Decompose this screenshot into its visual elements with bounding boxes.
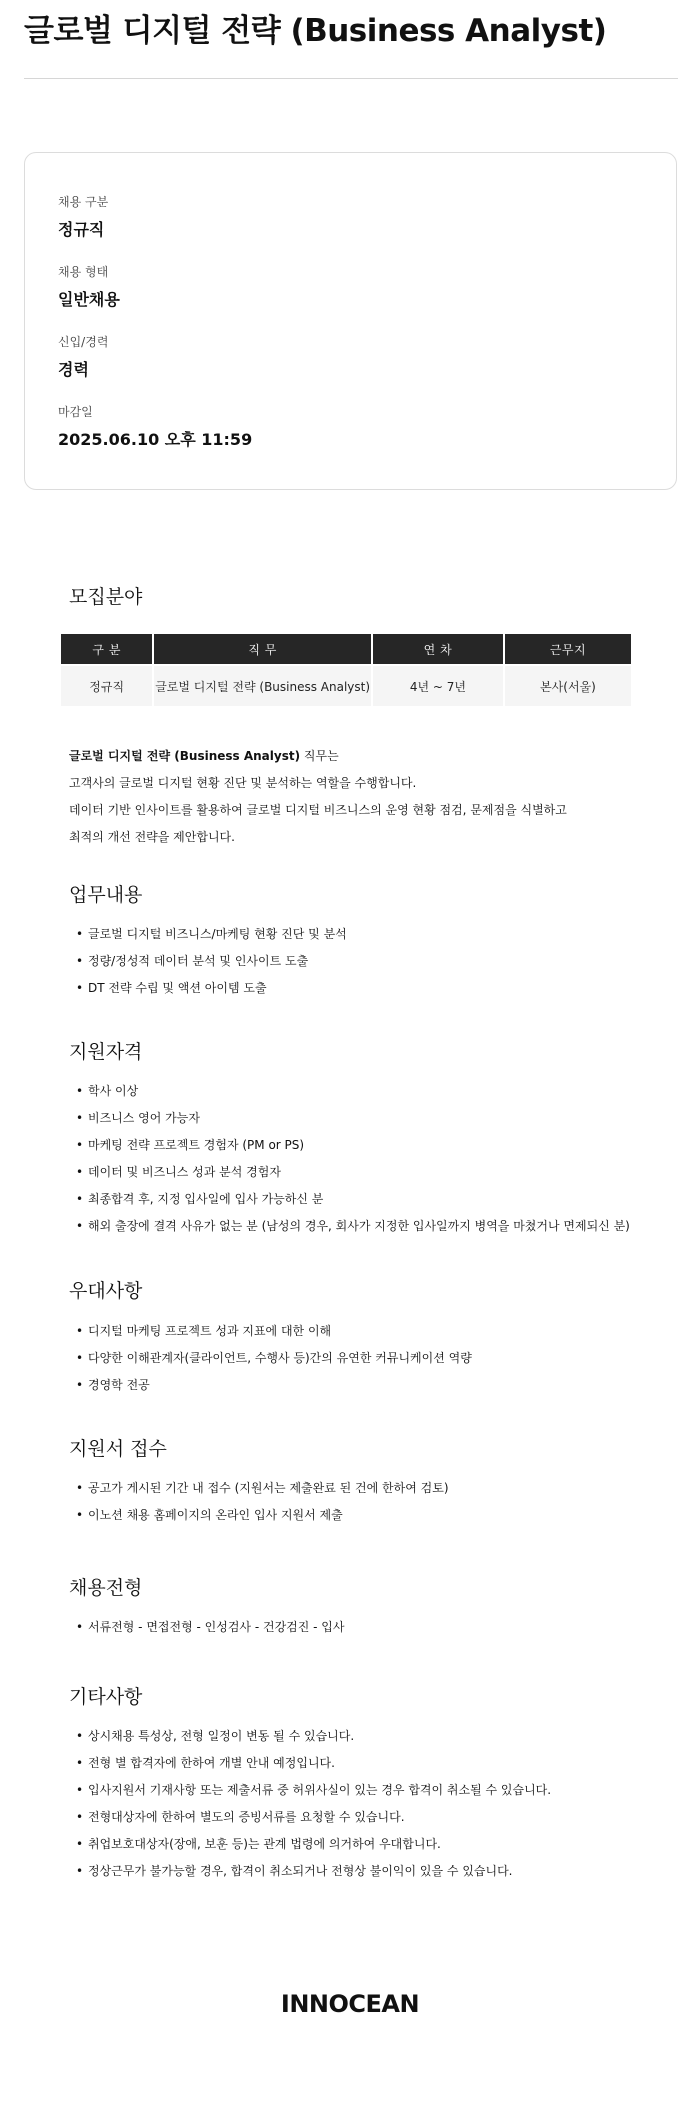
info-label: 신입/경력 (58, 335, 109, 349)
list-item: • 데이터 및 비즈니스 성과 분석 경험자 (74, 1159, 630, 1186)
innocean-logo: INNOCEAN (280, 1990, 420, 2018)
info-value: 2025.06.10 오후 11:59 (58, 430, 253, 449)
info-employment-category (58, 193, 644, 263)
info-deadline (58, 403, 644, 473)
list-item: • 해외 출장에 결격 사유가 없는 분 (남성의 경우, 회사가 지정한 입사일까지 병역을 마쳤거나 면제되신 분) (74, 1213, 630, 1240)
list-item: • 마케팅 전략 프로젝트 경험자 (PM or PS) (74, 1132, 630, 1159)
recruit-table (59, 634, 633, 706)
list-item: • 다양한 이해관계자(클라이언트, 수행사 등)간의 유연한 커뮤니케이션 역량 (74, 1345, 472, 1372)
intro-line (69, 743, 567, 770)
info-label: 채용 구분 (58, 195, 109, 209)
process-list (74, 1614, 345, 1641)
qualifications-list (74, 1078, 630, 1240)
section-title-duties: 업무내용 (69, 884, 143, 906)
section-title-etc: 기타사항 (69, 1686, 143, 1708)
list-item: • 경영학 전공 (74, 1372, 472, 1399)
intro-job-name: 글로벌 디지털 전략 (Business Analyst) (69, 749, 301, 763)
table-header-cell: 구 분 (61, 634, 152, 664)
list-item: • 글로벌 디지털 비즈니스/마케팅 현황 진단 및 분석 (74, 921, 347, 948)
list-item: • 최종합격 후, 지정 입사일에 입사 가능하신 분 (74, 1186, 630, 1213)
info-label: 마감일 (58, 405, 93, 419)
duties-list (74, 921, 347, 1002)
title-divider (24, 78, 678, 79)
info-employment-type (58, 263, 644, 333)
list-item: • 비즈니스 영어 가능자 (74, 1105, 630, 1132)
info-value: 정규직 (58, 220, 105, 239)
table-cell: 글로벌 디지털 전략 (Business Analyst) (154, 664, 371, 706)
page-title: 글로벌 디지털 전략 (Business Analyst) (24, 13, 607, 49)
table-header-cell: 직 무 (154, 634, 371, 664)
list-item: • 학사 이상 (74, 1078, 630, 1105)
section-title-preferred: 우대사항 (69, 1280, 143, 1302)
table-header-row (61, 634, 631, 664)
table-cell: 4년 ~ 7년 (373, 664, 503, 706)
table-header-cell: 연 차 (373, 634, 503, 664)
list-item: • DT 전략 수립 및 액션 아이템 도출 (74, 975, 347, 1002)
section-title-process: 채용전형 (69, 1577, 143, 1599)
section-title-qualifications: 지원자격 (69, 1041, 143, 1063)
preferred-list (74, 1318, 472, 1399)
job-info-card (24, 152, 677, 490)
intro-line: 최적의 개선 전략을 제안합니다. (69, 830, 235, 844)
table-header-cell: 근무지 (505, 634, 631, 664)
table-cell: 본사(서울) (505, 664, 631, 706)
section-title-application: 지원서 접수 (69, 1438, 167, 1460)
list-item: • 정량/정성적 데이터 분석 및 인사이트 도출 (74, 948, 347, 975)
info-career-level (58, 333, 644, 403)
list-item: • 전형대상자에 한하여 별도의 증빙서류를 요청할 수 있습니다. (74, 1804, 551, 1831)
etc-list (74, 1723, 551, 1885)
list-item: • 정상근무가 불가능할 경우, 합격이 취소되거나 전형상 불이익이 있을 수 있습니다. (74, 1858, 551, 1885)
list-item: • 취업보호대상자(장애, 보훈 등)는 관계 법령에 의거하여 우대합니다. (74, 1831, 551, 1858)
application-list (74, 1475, 449, 1529)
info-label: 채용 형태 (58, 265, 109, 279)
intro-line: 고객사의 글로벌 디지털 현황 진단 및 분석하는 역할을 수행합니다. (69, 776, 417, 790)
list-item: • 공고가 게시된 기간 내 접수 (지원서는 제출완료 된 건에 한하여 검토) (74, 1475, 449, 1502)
list-item: • 이노션 채용 홈페이지의 온라인 입사 지원서 제출 (74, 1502, 449, 1529)
process-steps: • 서류전형 - 면접전형 - 인성검사 - 건강검진 - 입사 (74, 1614, 345, 1641)
info-value: 일반채용 (58, 290, 120, 309)
intro-line: 데이터 기반 인사이트를 활용하여 글로벌 디지털 비즈니스의 운영 현황 점검, 문제점을 식별하고 (69, 803, 567, 817)
info-value: 경력 (58, 360, 89, 379)
list-item: • 디지털 마케팅 프로젝트 성과 지표에 대한 이해 (74, 1318, 472, 1345)
list-item: • 입사지원서 기재사항 또는 제출서류 중 허위사실이 있는 경우 합격이 취소될 수 있습니다. (74, 1777, 551, 1804)
table-row (61, 664, 631, 706)
intro-first-line-rest: 직무는 (300, 749, 339, 763)
section-title-recruit: 모집분야 (69, 586, 143, 608)
list-item: • 상시채용 특성상, 전형 일정이 변동 될 수 있습니다. (74, 1723, 551, 1750)
list-item: • 전형 별 합격자에 한하여 개별 안내 예정입니다. (74, 1750, 551, 1777)
job-intro (69, 743, 567, 851)
table-cell: 정규직 (61, 664, 152, 706)
